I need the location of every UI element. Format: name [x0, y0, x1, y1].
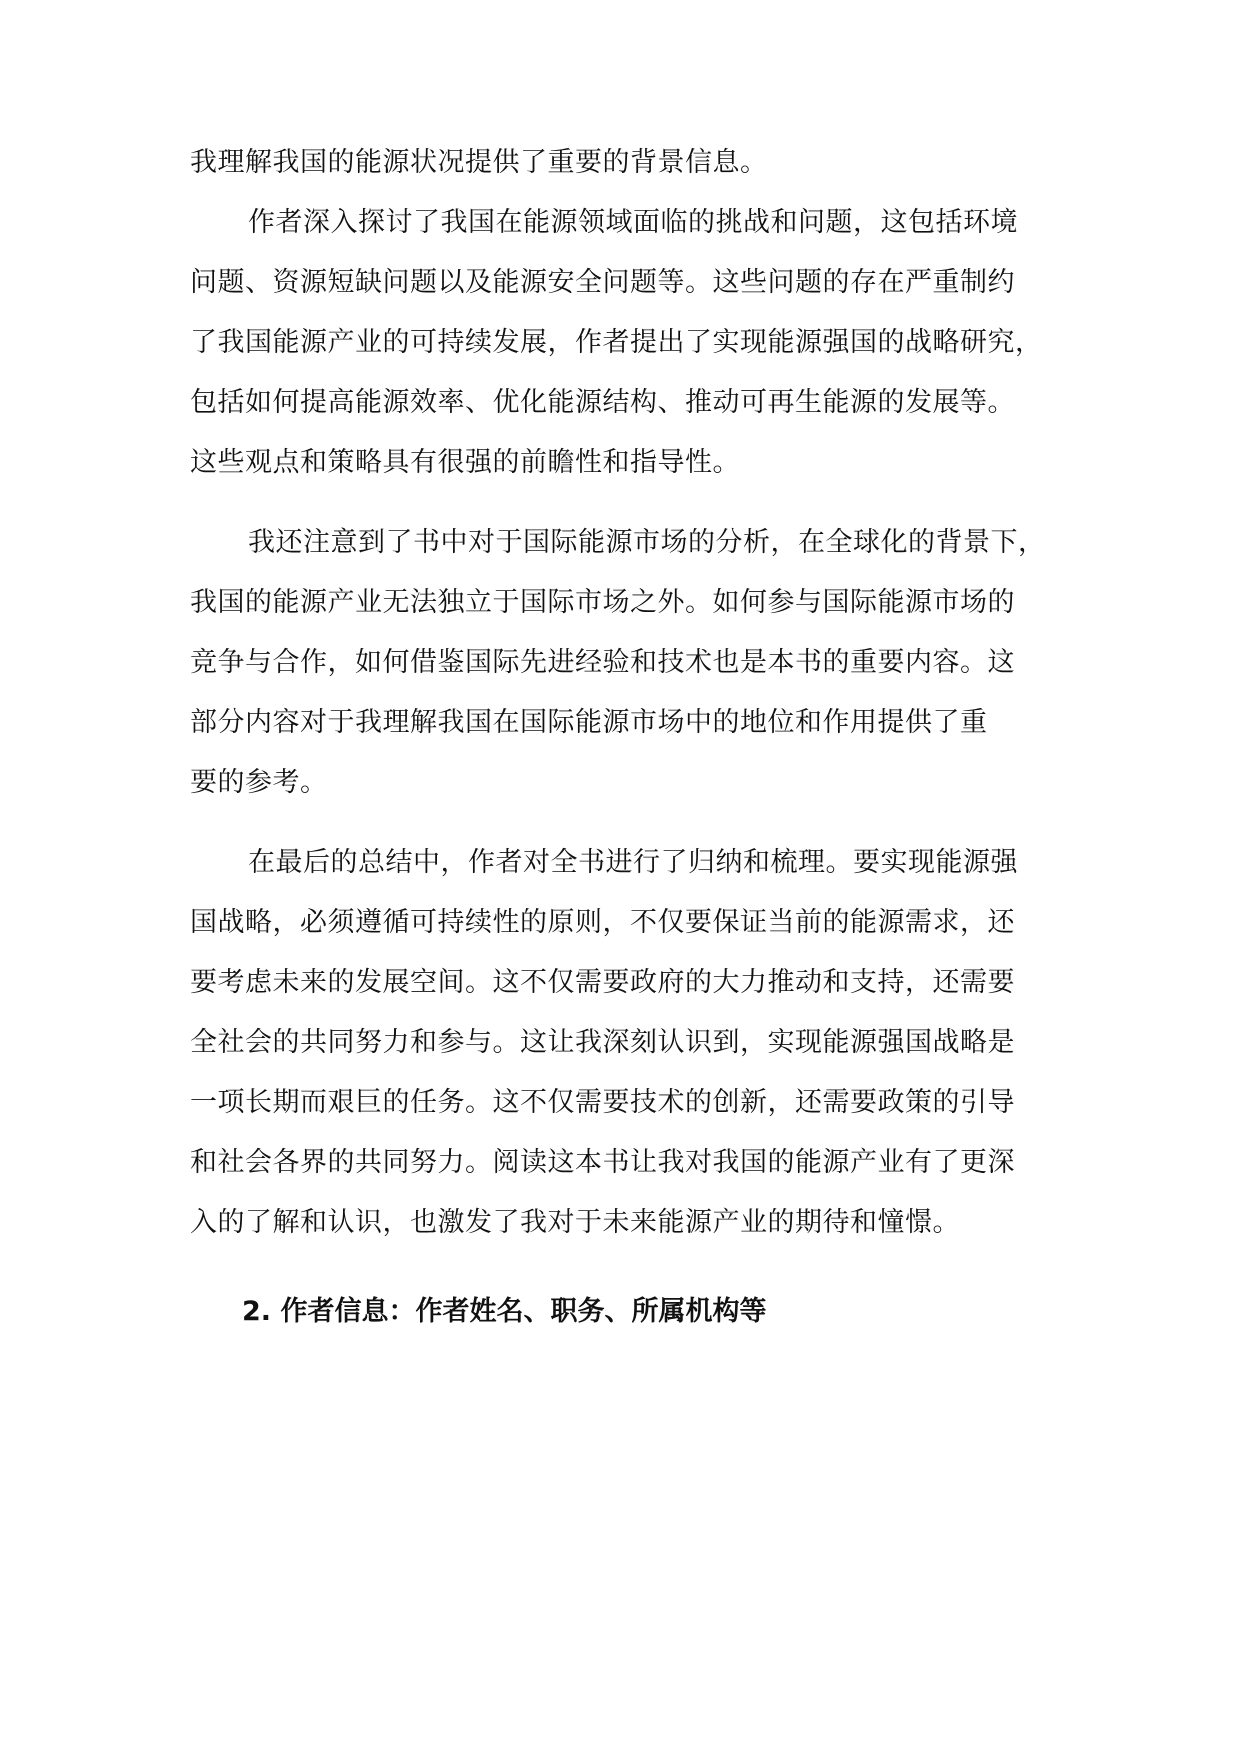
paragraph-start-line: 作者深入探讨了我国在能源领域面临的挑战和问题，这包括环境 [248, 207, 1018, 238]
text-line: 入的了解和认识，也激发了我对于未来能源产业的期待和憧憬。 [190, 1207, 960, 1238]
text-line: 竞争与合作，如何借鉴国际先进经验和技术也是本书的重要内容。这 [190, 647, 1015, 678]
section-heading: 2. 作者信息：作者姓名、职务、所属机构等 [242, 1296, 767, 1327]
text-line: 我理解我国的能源状况提供了重要的背景信息。 [190, 147, 768, 178]
text-line: 全社会的共同努力和参与。这让我深刻认识到，实现能源强国战略是 [190, 1027, 1015, 1058]
text-line: 和社会各界的共同努力。阅读这本书让我对我国的能源产业有了更深 [190, 1147, 1015, 1178]
text-line: 包括如何提高能源效率、优化能源结构、推动可再生能源的发展等。 [190, 387, 1015, 418]
text-line: 这些观点和策略具有很强的前瞻性和指导性。 [190, 447, 740, 478]
text-line: 部分内容对于我理解我国在国际能源市场中的地位和作用提供了重 [190, 707, 988, 738]
text-line: 国战略，必须遵循可持续性的原则，不仅要保证当前的能源需求，还 [190, 907, 1015, 938]
paragraph-start-line: 我还注意到了书中对于国际能源市场的分析，在全球化的背景下， [248, 527, 1046, 558]
paragraph-start-line: 在最后的总结中，作者对全书进行了归纳和梳理。要实现能源强 [248, 847, 1018, 878]
text-line: 问题、资源短缺问题以及能源安全问题等。这些问题的存在严重制约 [190, 267, 1015, 298]
text-line: 一项长期而艰巨的任务。这不仅需要技术的创新，还需要政策的引导 [190, 1087, 1015, 1118]
text-line: 要的参考。 [190, 767, 328, 798]
text-line: 我国的能源产业无法独立于国际市场之外。如何参与国际能源市场的 [190, 587, 1015, 618]
text-line: 了我国能源产业的可持续发展，作者提出了实现能源强国的战略研究， [190, 327, 1043, 358]
text-line: 要考虑未来的发展空间。这不仅需要政府的大力推动和支持，还需要 [190, 967, 1015, 998]
